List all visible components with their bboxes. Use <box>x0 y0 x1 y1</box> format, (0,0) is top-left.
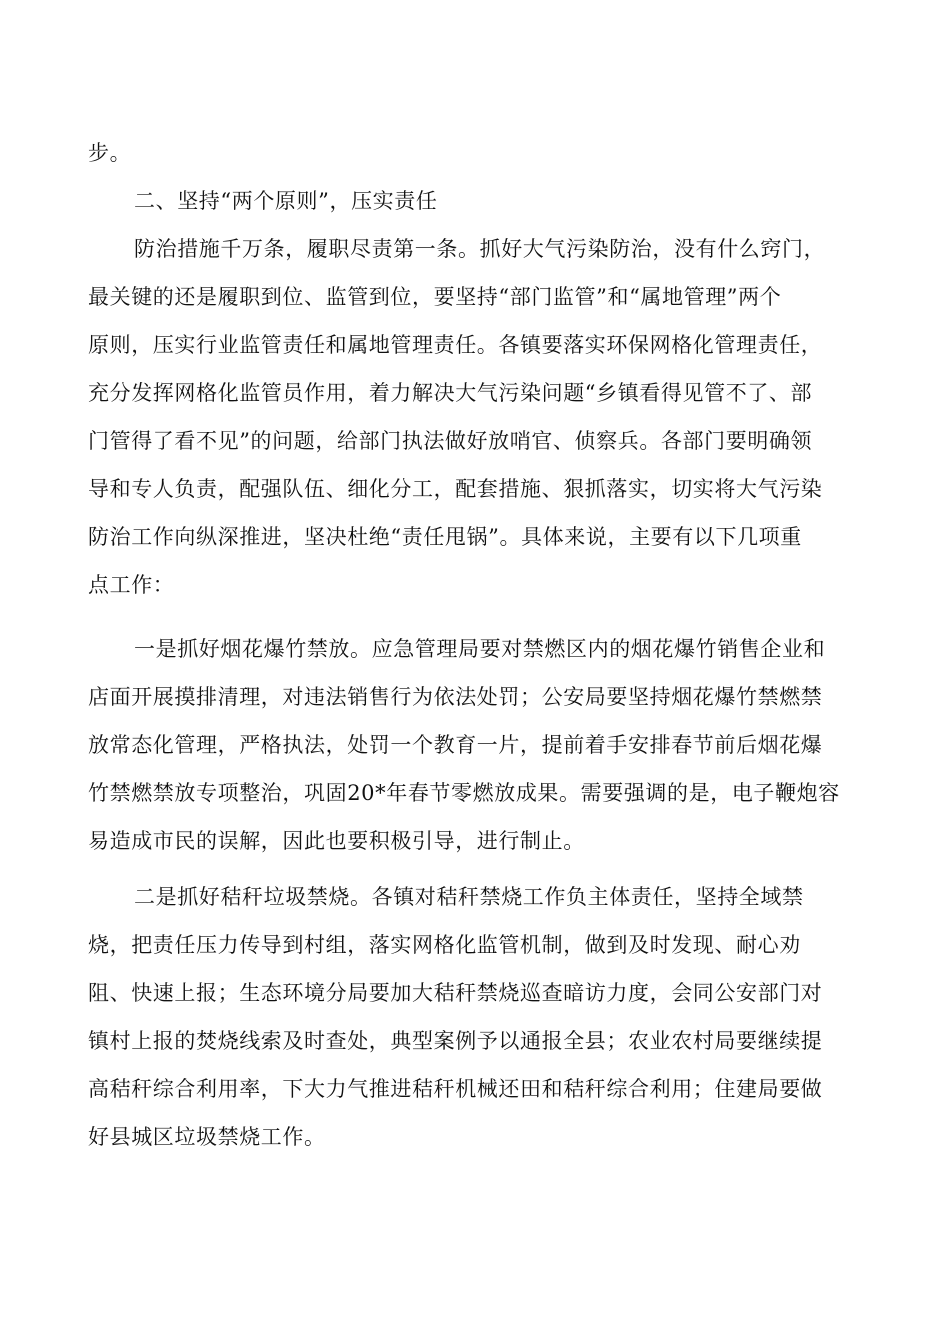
text-line: 二是抓好秸秆垃圾禁烧。各镇对秸秆禁烧工作负主体责任，坚持全域禁 <box>134 885 804 909</box>
text-line: 一是抓好烟花爆竹禁放。应急管理局要对禁燃区内的烟花爆竹销售企业和 <box>134 637 826 661</box>
section-heading: 二、坚持“两个原则”，压实责任 <box>134 189 438 213</box>
text-line: 竹禁燃禁放专项整治，巩固20*年春节零燃放成果。需要强调的是，电子鞭炮容 <box>88 781 840 805</box>
text-line: 阻、快速上报；生态环境分局要加大秸秆禁烧巡查暗访力度，会同公安部门对 <box>88 981 823 1005</box>
text-line: 好县城区垃圾禁烧工作。 <box>88 1125 326 1149</box>
text-line: 高秸秆综合利用率，下大力气推进秸秆机械还田和秸秆综合利用；住建局要做 <box>88 1077 823 1101</box>
text-line: 防治工作向纵深推进，坚决杜绝“责任甩锅”。具体来说，主要有以下几项重 <box>88 525 802 549</box>
text-line: 易造成市民的误解，因此也要积极引导，进行制止。 <box>88 829 585 853</box>
text-line: 放常态化管理，严格执法，处罚一个教育一片，提前着手安排春节前后烟花爆 <box>88 733 823 757</box>
text-line: 导和专人负责，配强队伍、细化分工，配套措施、狠抓落实，切实将大气污染 <box>88 477 823 501</box>
text-line: 充分发挥网格化监管员作用，着力解决大气污染问题“乡镇看得见管不了、部 <box>88 381 813 405</box>
text-line: 烧，把责任压力传导到村组，落实网格化监管机制，做到及时发现、耐心劝 <box>88 933 801 957</box>
text-line: 店面开展摸排清理，对违法销售行为依法处罚；公安局要坚持烟花爆竹禁燃禁 <box>88 685 823 709</box>
text-line: 门管得了看不见”的问题，给部门执法做好放哨官、侦察兵。各部门要明确领 <box>88 429 813 453</box>
text-line: 镇村上报的焚烧线索及时查处，典型案例予以通报全县；农业农村局要继续提 <box>88 1029 823 1053</box>
text-line: 步。 <box>88 141 132 165</box>
text-line: 原则，压实行业监管责任和属地管理责任。各镇要落实环保网格化管理责任， <box>88 333 823 357</box>
text-line: 点工作： <box>88 573 175 597</box>
text-line: 最关键的还是履职到位、监管到位，要坚持“部门监管”和“属地管理”两个 <box>88 285 782 309</box>
text-line: 防治措施千万条，履职尽责第一条。抓好大气污染防治，没有什么窍门， <box>134 237 826 261</box>
